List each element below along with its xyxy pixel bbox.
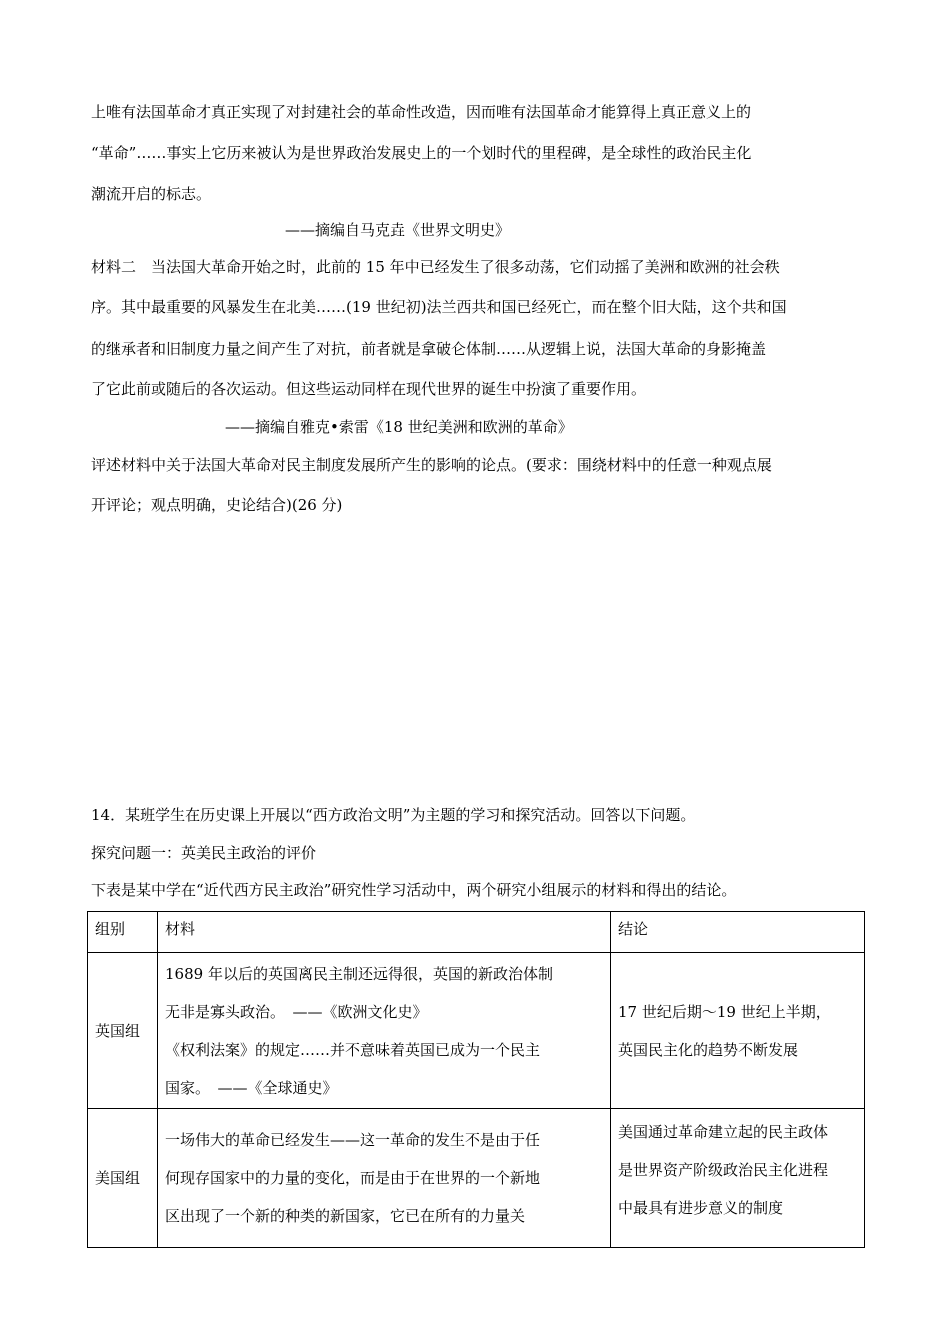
material-two-source: ——摘编自雅克•索雷《18 世纪美洲和欧洲的革命》: [225, 418, 573, 436]
material-one-line-1: 上唯有法国革命才真正实现了对封建社会的革命性改造，因而唯有法国革命才能算得上真正意义上的: [91, 103, 752, 121]
question-line-1: 评述材料中关于法国大革命对民主制度发展所产生的影响的论点。(要求：围绕材料中的任意一种观点展: [91, 456, 772, 474]
q14-title: 14．某班学生在历史课上开展以“西方政治文明”为主题的学习和探究活动。回答以下问题。: [91, 806, 696, 824]
table-row: [88, 953, 865, 1109]
material-cell: [158, 1109, 611, 1248]
group-cell: 英国组: [88, 953, 158, 1109]
header-conclusion: 结论: [611, 912, 865, 953]
header-group: 组别: [88, 912, 158, 953]
conclusion-line: 17 世纪后期～19 世纪上半期，: [618, 1002, 831, 1021]
material-two-line-3: 的继承者和旧制度力量之间产生了对抗，前者就是拿破仑体制……从逻辑上说，法国大革命的身影掩盖: [91, 340, 767, 358]
material-line: 《权利法案》的规定……并不意味着英国已成为一个民主: [165, 1040, 541, 1059]
q14-intro: 下表是某中学在“近代西方民主政治”研究性学习活动中，两个研究小组展示的材料和得出的结论。: [91, 881, 737, 899]
material-line: 一场伟大的革命已经发生——这一革命的发生不是由于任: [165, 1131, 541, 1149]
table-row: [88, 1109, 865, 1248]
question-line-2: 开评论；观点明确，史论结合)(26 分): [91, 496, 343, 514]
material-two-line-4: 了它此前或随后的各次运动。但这些运动同样在现代世界的诞生中扮演了重要作用。: [91, 380, 647, 398]
material-one-line-3: 潮流开启的标志。: [91, 185, 212, 203]
conclusion-line: 美国通过革命建立起的民主政体: [618, 1123, 829, 1141]
material-line: 无非是寡头政治。 ——《欧洲文化史》: [165, 1002, 428, 1021]
material-line: 区出现了一个新的种类的新国家，它已在所有的力量关: [165, 1207, 526, 1225]
material-one-line-2: “革命”……事实上它历来被认为是世界政治发展史上的一个划时代的里程碑，是全球性的政治民主化: [91, 144, 752, 162]
conclusion-line: 是世界资产阶级政治民主化进程: [618, 1161, 829, 1179]
results-table: [87, 911, 865, 1248]
group-cell: 美国组: [88, 1109, 158, 1248]
material-line: 何现存国家中的力量的变化，而是由于在世界的一个新地: [165, 1169, 541, 1187]
conclusion-cell: [611, 953, 865, 1109]
material-two-line-1: 材料二 当法国大革命开始之时，此前的 15 年中已经发生了很多动荡，它们动摇了美洲和欧洲的社会秩: [91, 258, 780, 276]
table-header-row: [88, 912, 865, 953]
material-one-source: ——摘编自马克垚《世界文明史》: [285, 221, 511, 239]
material-two-line-2: 序。其中最重要的风暴发生在北美……(19 世纪初)法兰西共和国已经死亡，而在整个旧大陆，这个共和国: [91, 298, 787, 316]
q14-subtitle: 探究问题一：英美民主政治的评价: [91, 844, 317, 862]
header-material: 材料: [158, 912, 611, 953]
conclusion-line: 中最具有进步意义的制度: [618, 1199, 784, 1217]
conclusion-cell: [611, 1109, 865, 1248]
conclusion-line: 英国民主化的趋势不断发展: [618, 1040, 799, 1059]
material-cell: [158, 953, 611, 1109]
material-line: 1689 年以后的英国离民主制还远得很，英国的新政治体制: [165, 964, 553, 983]
material-line: 国家。 ——《全球通史》: [165, 1078, 338, 1097]
